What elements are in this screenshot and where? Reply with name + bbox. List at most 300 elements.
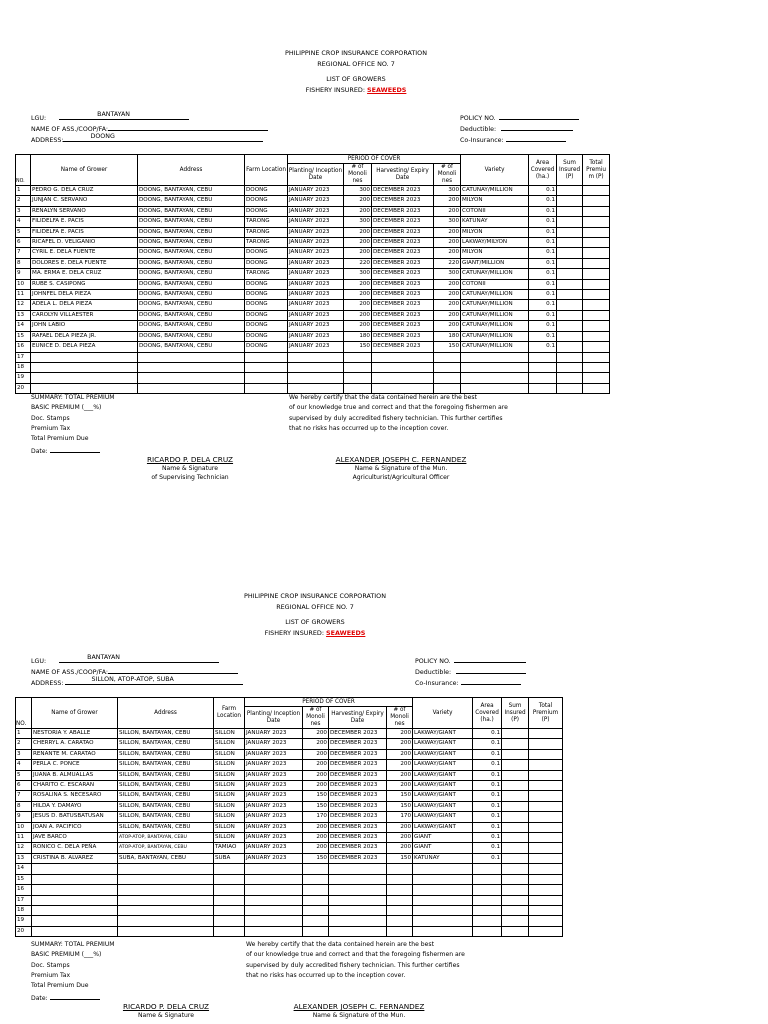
variety: CATUNAY/MILLION [461, 269, 529, 279]
table-row [16, 770, 563, 780]
insured-value: SEAWEEDS [326, 628, 366, 637]
area-covered: 0.1 [473, 749, 502, 759]
row-no: 16 [16, 885, 32, 895]
monolines-harvest: 200 [434, 227, 461, 237]
signature-technician [96, 1002, 236, 1021]
monolines-harvest: 300 [434, 269, 461, 279]
row-no: 10 [16, 822, 32, 832]
sum-insured [502, 885, 529, 895]
grower-name: RENANTE M. CARATAO [32, 749, 118, 759]
area-covered: 0.1 [529, 279, 557, 289]
monolines-planting [303, 926, 329, 936]
harvesting-date: DECEMBER 2023 [372, 227, 434, 237]
variety: COTONII [461, 206, 529, 216]
variety: MILYON [461, 227, 529, 237]
agriculturist-caption-2: Agriculturist/Agricultural Officer [352, 473, 450, 481]
address-value: DOONG [90, 132, 115, 140]
row-no: 20 [16, 383, 31, 393]
variety: MILYON [461, 248, 529, 258]
table-row [16, 864, 563, 874]
farm-location: SILLON [214, 770, 245, 780]
monolines-planting: 150 [303, 791, 329, 801]
sum-insured [502, 760, 529, 770]
planting-date: JANUARY 2023 [245, 822, 303, 832]
monolines-planting [303, 874, 329, 884]
row-no: 14 [16, 864, 32, 874]
variety: LAKWAY/GIANT [413, 760, 473, 770]
variety: LAKWAY/GIANT [413, 801, 473, 811]
coinsurance-label: Co-Insurance: [460, 136, 504, 144]
monolines-harvest: 300 [434, 186, 461, 196]
header-region: REGIONAL OFFICE NO. 7 [317, 59, 395, 68]
variety [413, 916, 473, 926]
harvesting-date [329, 905, 387, 915]
monolines-planting: 200 [344, 248, 372, 258]
farm-location: SILLON [214, 760, 245, 770]
variety: GIANT/MILLION [461, 258, 529, 268]
variety [413, 874, 473, 884]
planting-date: JANUARY 2023 [245, 739, 303, 749]
area-covered: 0.1 [473, 833, 502, 843]
grower-address [118, 895, 214, 905]
info-right [415, 654, 526, 686]
harvesting-date: DECEMBER 2023 [329, 729, 387, 739]
monolines-planting: 200 [344, 300, 372, 310]
total-premium [529, 822, 563, 832]
summary-tax: Premium Tax [31, 971, 71, 979]
planting-date: JANUARY 2023 [245, 812, 303, 822]
grower-address: DOONG, BANTAYAN, CEBU [138, 238, 245, 248]
row-no: 5 [16, 227, 31, 237]
harvesting-date: DECEMBER 2023 [372, 321, 434, 331]
variety: CATUNAY/MILLION [461, 321, 529, 331]
table-row [16, 885, 563, 895]
farm-location: DOONG [245, 331, 288, 341]
cert-line-3: supervised by duly accredited fishery technician. This further certifies [246, 961, 460, 969]
grower-name: CYRIL E. DELA FUENTE [31, 248, 138, 258]
col-sum: Sum Insured (P) [557, 155, 583, 186]
farm-location: TARONG [245, 227, 288, 237]
technician-caption-1: Name & Signature [161, 465, 218, 472]
grower-address [118, 916, 214, 926]
sum-insured [502, 916, 529, 926]
harvesting-date: DECEMBER 2023 [372, 279, 434, 289]
grower-address [118, 874, 214, 884]
monolines-planting: 200 [303, 760, 329, 770]
variety: LAKWAY/GIANT [413, 749, 473, 759]
sum-insured [502, 822, 529, 832]
harvesting-date [329, 874, 387, 884]
grower-name [32, 885, 118, 895]
sum-insured [502, 791, 529, 801]
monolines-harvest: 200 [387, 729, 413, 739]
monolines-planting: 200 [344, 238, 372, 248]
row-no: 11 [16, 290, 31, 300]
farm-location: TARONG [245, 238, 288, 248]
row-no: 12 [16, 300, 31, 310]
table-row [16, 822, 563, 832]
grower-address: SILLON, BANTAYAN, CEBU [118, 729, 214, 739]
total-premium [529, 729, 563, 739]
area-covered: 0.1 [473, 791, 502, 801]
col-grower: Name of Grower [31, 155, 138, 186]
farm-location: SILLON [214, 822, 245, 832]
lgu-value: BANTAYAN [97, 111, 131, 118]
harvesting-date: DECEMBER 2023 [329, 791, 387, 801]
farm-location: DOONG [245, 300, 288, 310]
agriculturist-name: ALEXANDER JOSEPH C. FERNANDEZ [293, 1002, 425, 1011]
harvesting-date: DECEMBER 2023 [329, 739, 387, 749]
farm-location: SILLON [214, 749, 245, 759]
grower-name: RUBE S. CASIPONG [31, 279, 138, 289]
technician-name: RICARDO P. DELA CRUZ [146, 455, 234, 464]
table-row [16, 729, 563, 739]
grower-address [118, 885, 214, 895]
grower-name [32, 864, 118, 874]
total-premium [529, 853, 563, 863]
grower-address: SILLON, BANTAYAN, CEBU [118, 791, 214, 801]
grower-address: SILLON, BANTAYAN, CEBU [118, 801, 214, 811]
monolines-harvest: 170 [387, 812, 413, 822]
table-row [16, 895, 563, 905]
monolines-harvest: 220 [434, 258, 461, 268]
planting-date: JANUARY 2023 [288, 269, 344, 279]
grower-name: EUNICE D. DELA PIEZA [31, 342, 138, 352]
table-row [16, 739, 563, 749]
total-premium [529, 812, 563, 822]
grower-address: DOONG, BANTAYAN, CEBU [138, 310, 245, 320]
sum-insured [502, 770, 529, 780]
col-address: Address [138, 155, 245, 186]
planting-date: JANUARY 2023 [288, 206, 344, 216]
grower-name: ADELA L. DELA PIEZA [31, 300, 138, 310]
harvesting-date: DECEMBER 2023 [329, 843, 387, 853]
summary-date: Date: [31, 444, 115, 457]
area-covered: 0.1 [473, 781, 502, 791]
row-no: 3 [16, 206, 31, 216]
grower-address [118, 905, 214, 915]
variety: LAKWAY/GIANT [413, 781, 473, 791]
farm-location [214, 895, 245, 905]
table-row [16, 749, 563, 759]
grower-name: RONICO C. DELA PEÑA [32, 843, 118, 853]
monolines-harvest: 200 [387, 739, 413, 749]
policy-label: POLICY NO. [415, 658, 451, 665]
monolines-planting [303, 895, 329, 905]
variety: CATUNAY/MILLION [461, 186, 529, 196]
area-covered [473, 874, 502, 884]
col-farm: Farm Location [214, 698, 245, 729]
grower-address: SILLON, BANTAYAN, CEBU [118, 749, 214, 759]
planting-date [245, 885, 303, 895]
harvesting-date: DECEMBER 2023 [372, 238, 434, 248]
area-covered: 0.1 [473, 812, 502, 822]
col-harvesting: Harvesting/ Expiry Date [329, 707, 387, 729]
row-no: 9 [16, 812, 32, 822]
total-premium [529, 760, 563, 770]
area-covered [473, 895, 502, 905]
summary-stamps: Doc. Stamps [31, 414, 70, 422]
grower-address: SILLON, BANTAYAN, CEBU [118, 822, 214, 832]
planting-date: JANUARY 2023 [245, 781, 303, 791]
row-no: 15 [16, 874, 32, 884]
sum-insured [502, 833, 529, 843]
area-covered: 0.1 [529, 290, 557, 300]
row-no: 18 [16, 362, 31, 372]
area-covered: 0.1 [529, 238, 557, 248]
grower-name: CAROLYN VILLAESTER [31, 310, 138, 320]
grower-name: DOLORES E. DELA FUENTE [31, 258, 138, 268]
sum-insured [502, 739, 529, 749]
monolines-planting: 200 [344, 279, 372, 289]
monolines-planting: 180 [344, 331, 372, 341]
monolines-harvest: 200 [387, 770, 413, 780]
grower-name: JAVE BARCO [32, 833, 118, 843]
table-row [16, 843, 563, 853]
variety: GIANT [413, 843, 473, 853]
row-no: 4 [16, 217, 31, 227]
planting-date [245, 874, 303, 884]
grower-address: DOONG, BANTAYAN, CEBU [138, 227, 245, 237]
deductible-label: Deductible: [460, 125, 497, 133]
row-no: 8 [16, 258, 31, 268]
sum-insured [502, 801, 529, 811]
planting-date: JANUARY 2023 [288, 186, 344, 196]
harvesting-date: DECEMBER 2023 [372, 331, 434, 341]
col-variety: Variety [413, 698, 473, 729]
area-covered: 0.1 [473, 801, 502, 811]
summary-tax: Premium Tax [31, 424, 71, 432]
farm-location: SUBA [214, 853, 245, 863]
col-monolines-2: # of Monoli nes [387, 707, 413, 729]
header-org: PHILIPPINE CROP INSURANCE CORPORATION [285, 49, 427, 57]
farm-location: DOONG [245, 321, 288, 331]
monolines-harvest: 200 [434, 321, 461, 331]
farm-location: SILLON [214, 729, 245, 739]
summary-basic: BASIC PREMIUM (___%) [31, 404, 102, 412]
total-premium [529, 833, 563, 843]
grower-address: SILLON, BANTAYAN, CEBU [118, 760, 214, 770]
farm-location: SILLON [214, 812, 245, 822]
planting-date: JANUARY 2023 [245, 801, 303, 811]
grower-name: RAFAEL DELA PIEZA JR. [31, 331, 138, 341]
insured-value: SEAWEEDS [367, 85, 407, 94]
grower-address: DOONG, BANTAYAN, CEBU [138, 331, 245, 341]
row-no: 7 [16, 248, 31, 258]
sum-insured [502, 874, 529, 884]
col-harvesting: Harvesting/ Expiry Date [372, 164, 434, 186]
table-row [16, 781, 563, 791]
row-no: 15 [16, 331, 31, 341]
monolines-harvest: 150 [387, 853, 413, 863]
row-no: 17 [16, 352, 31, 362]
monolines-harvest: 180 [434, 331, 461, 341]
area-covered [473, 926, 502, 936]
form-header [215, 591, 415, 638]
farm-location: DOONG [245, 342, 288, 352]
total-premium [529, 864, 563, 874]
cert-line-2: of our knowledge true and correct and that the foregoing fishermen are [289, 404, 508, 412]
technician-caption-2: of Supervising Technician [151, 473, 229, 481]
grower-address: SUBA, BANTAYAN, CEBU [118, 853, 214, 863]
ass-label: NAME OF ASS./COOP/FA: [31, 125, 109, 133]
grower-name: PEDRO G. DELA CRUZ [31, 186, 138, 196]
monolines-planting: 200 [303, 833, 329, 843]
grower-name [32, 905, 118, 915]
address-value: SILLON, ATOP-ATOP, SUBA [91, 675, 174, 683]
planting-date [245, 864, 303, 874]
harvesting-date [329, 864, 387, 874]
lgu-label: LGU: [31, 658, 47, 665]
variety: CATUNAY/MILLION [461, 331, 529, 341]
harvesting-date [329, 926, 387, 936]
monolines-harvest: 200 [387, 760, 413, 770]
planting-date: JANUARY 2023 [288, 300, 344, 310]
harvesting-date: DECEMBER 2023 [372, 206, 434, 216]
summary-date: Date: [31, 991, 115, 1004]
cert-line-3: supervised by duly accredited fishery technician. This further certifies [289, 414, 503, 422]
area-covered: 0.1 [529, 248, 557, 258]
grower-name: ROSALINA S. NECESARO [32, 791, 118, 801]
monolines-planting: 200 [344, 310, 372, 320]
area-covered: 0.1 [529, 258, 557, 268]
planting-date: JANUARY 2023 [288, 279, 344, 289]
planting-date: JANUARY 2023 [288, 331, 344, 341]
agriculturist-name: ALEXANDER JOSEPH C. FERNANDEZ [335, 455, 467, 464]
variety: KATUNAY [461, 217, 529, 227]
policy-label: POLICY NO. [460, 115, 496, 122]
harvesting-date [329, 885, 387, 895]
area-covered: 0.1 [529, 300, 557, 310]
row-no: 12 [16, 843, 32, 853]
row-no: 4 [16, 760, 32, 770]
grower-address: ATOP-ATOP, BANTAYAN, CEBU [118, 843, 214, 853]
planting-date: JANUARY 2023 [288, 321, 344, 331]
table-row [16, 905, 563, 915]
lgu-value: BANTAYAN [87, 654, 121, 661]
monolines-planting [303, 885, 329, 895]
monolines-planting: 150 [303, 801, 329, 811]
monolines-planting: 300 [344, 269, 372, 279]
planting-date: JANUARY 2023 [288, 196, 344, 206]
grower-name: RENALYN SERVANO [31, 206, 138, 216]
variety: LAKWAY/GIANT [413, 770, 473, 780]
grower-address: DOONG, BANTAYAN, CEBU [138, 269, 245, 279]
sum-insured [502, 905, 529, 915]
row-no: 13 [16, 310, 31, 320]
grower-name: HILDA Y. DAMAYO [32, 801, 118, 811]
certification [246, 940, 465, 981]
col-variety: Variety [461, 155, 529, 186]
grower-name: FILIDELFA E. PACIS [31, 227, 138, 237]
variety: CATUNAY/MILLION [461, 310, 529, 320]
monolines-planting: 200 [303, 749, 329, 759]
total-premium [529, 916, 563, 926]
variety [413, 864, 473, 874]
variety [413, 926, 473, 936]
row-no: 5 [16, 770, 32, 780]
grower-name: CRISTINA B. ALVAREZ [32, 853, 118, 863]
row-no: 7 [16, 791, 32, 801]
area-covered [473, 916, 502, 926]
row-no: 18 [16, 905, 32, 915]
variety: LAKWAY/GIANT [413, 729, 473, 739]
farm-location: DOONG [245, 196, 288, 206]
harvesting-date: DECEMBER 2023 [372, 248, 434, 258]
table-row [16, 874, 563, 884]
monolines-harvest [387, 874, 413, 884]
cert-line-1: We hereby certify that the data contained herein are the best [246, 941, 434, 948]
farm-location [214, 874, 245, 884]
harvesting-date [329, 895, 387, 905]
monolines-planting [303, 864, 329, 874]
monolines-harvest: 200 [434, 238, 461, 248]
summary [31, 940, 115, 1005]
cert-line-1: We hereby certify that the data contained herein are the best [289, 394, 477, 401]
deductible-label: Deductible: [415, 668, 452, 676]
table-row [16, 853, 563, 863]
monolines-harvest [387, 916, 413, 926]
farm-location: SILLON [214, 781, 245, 791]
col-area: Area Covered (ha.) [473, 698, 502, 729]
harvesting-date: DECEMBER 2023 [329, 812, 387, 822]
col-premium: Total Premium (P) [529, 698, 563, 729]
agriculturist-caption-1: Name & Signature of the Mun. [354, 465, 448, 472]
monolines-planting: 200 [303, 843, 329, 853]
harvesting-date: DECEMBER 2023 [329, 833, 387, 843]
monolines-planting: 150 [344, 342, 372, 352]
grower-address: DOONG, BANTAYAN, CEBU [138, 321, 245, 331]
area-covered: 0.1 [473, 843, 502, 853]
harvesting-date: DECEMBER 2023 [329, 770, 387, 780]
col-period: PERIOD OF COVER [245, 698, 413, 707]
grower-name: MA. ERMA E. DELA CRUZ [31, 269, 138, 279]
area-covered: 0.1 [473, 760, 502, 770]
harvesting-date: DECEMBER 2023 [329, 853, 387, 863]
header-org: PHILIPPINE CROP INSURANCE CORPORATION [244, 592, 386, 600]
sum-insured [502, 749, 529, 759]
grower-address: SILLON, BANTAYAN, CEBU [118, 781, 214, 791]
grower-name: JUNJAN C. SERVANO [31, 196, 138, 206]
planting-date: JANUARY 2023 [245, 749, 303, 759]
sum-insured [502, 781, 529, 791]
area-covered: 0.1 [473, 739, 502, 749]
variety: GIANT [413, 833, 473, 843]
area-covered: 0.1 [529, 321, 557, 331]
grower-address [118, 864, 214, 874]
summary-total: SUMMARY: TOTAL PREMIUM [31, 394, 115, 401]
monolines-harvest: 200 [434, 310, 461, 320]
farm-location: SILLON [214, 791, 245, 801]
grower-address: SILLON, BANTAYAN, CEBU [118, 770, 214, 780]
variety: COTONII [461, 279, 529, 289]
area-covered: 0.1 [473, 853, 502, 863]
grower-name: JESUS D. BATUSBATUSAN [32, 812, 118, 822]
grower-address: DOONG, BANTAYAN, CEBU [138, 196, 245, 206]
variety: LAKWAY/GIANT [413, 791, 473, 801]
monolines-planting: 200 [303, 822, 329, 832]
summary-total: SUMMARY: TOTAL PREMIUM [31, 941, 115, 948]
area-covered: 0.1 [473, 822, 502, 832]
harvesting-date: DECEMBER 2023 [372, 290, 434, 300]
farm-location: SILLON [214, 739, 245, 749]
row-no: 16 [16, 342, 31, 352]
farm-location: DOONG [245, 186, 288, 196]
total-premium [529, 791, 563, 801]
sum-insured [502, 843, 529, 853]
farm-location: SILLON [214, 833, 245, 843]
planting-date: JANUARY 2023 [288, 290, 344, 300]
